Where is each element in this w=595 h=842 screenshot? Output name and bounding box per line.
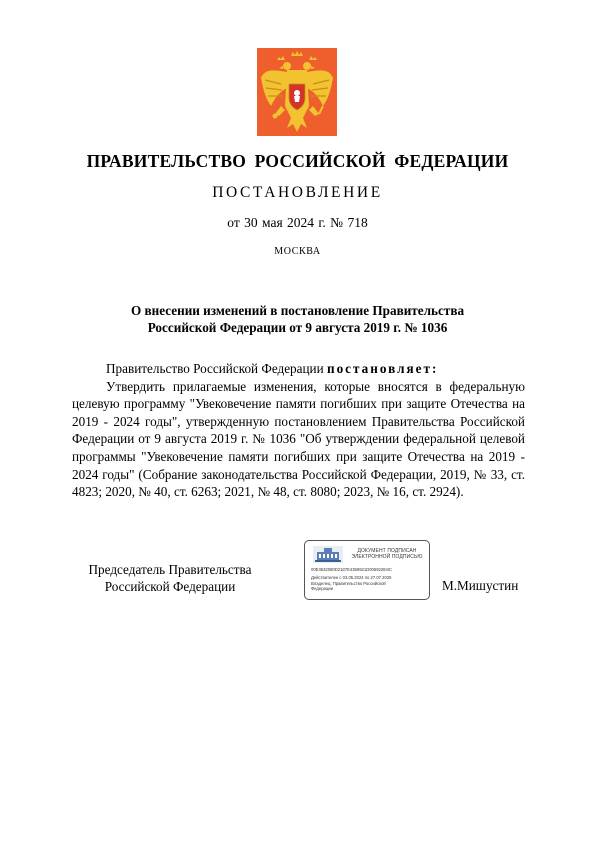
stamp-owner-line-2: Федерации [311, 586, 333, 591]
government-building-icon [313, 546, 343, 563]
signer-position-line-1: Председатель Правительства [88, 562, 252, 577]
stamp-owner-line-1: Владелец: Правительство Российской [311, 581, 386, 586]
resolution-lead: Правительство Российской Федерации [106, 361, 327, 376]
resolution-action: постановляет: [326, 361, 439, 376]
document-subject [40, 302, 555, 336]
subject-line-1: О внесении изменений в постановление Правительства [130, 303, 465, 318]
electronic-signature-stamp [304, 540, 430, 600]
stamp-validity: Действителен с 03.05.2024 по 27.07.2025 [311, 575, 392, 580]
document-body [72, 360, 525, 501]
government-title: ПРАВИТЕЛЬСТВО РОССИЙСКОЙ ФЕДЕРАЦИИ [86, 151, 509, 171]
body-paragraph-resolution [72, 360, 525, 378]
stamp-title-line-1: ДОКУМЕНТ ПОДПИСАН [357, 548, 417, 554]
stamp-title-line-2: ЭЛЕКТРОННОЙ ПОДПИСЬЮ [351, 554, 423, 561]
stamp-title [345, 548, 429, 561]
signer-position [60, 561, 280, 596]
document-date-number: от 30 мая 2024 г. № 718 [227, 215, 368, 230]
subject-line-2: Российской Федерации от 9 августа 2019 г. № 1036 [147, 320, 448, 335]
signer-name: М.Мишустин [442, 578, 519, 593]
document-city: МОСКВА [274, 246, 321, 257]
stamp-certificate: 00E3632080D2187E4369921D00692284IC [311, 567, 393, 572]
coat-of-arms-icon [257, 48, 337, 136]
document-type: ПОСТАНОВЛЕНИЕ [212, 184, 383, 201]
signer-position-line-2: Российской Федерации [104, 579, 236, 595]
body-paragraph-main: Утвердить прилагаемые изменения, которые вносятся в федеральную целевую программу "Увековечение памяти погибших при защите Отечества на 2019 - 2024 годы", утвержденную постановлением Правительства Российской Федерации от 9 августа 2019 г. № 1036 "Об утверждении федеральной целевой программы "Увековечение памяти погибших при защите Отечества на 2019 - 2024 годы" (Собрание законодательства Российской Федерации, 2019, № 33, ст. 4823; 2020, № 40, ст. 6263; 2021, № 48, ст. 8080; 2023, № 16, ст. 2924). [72, 378, 525, 500]
